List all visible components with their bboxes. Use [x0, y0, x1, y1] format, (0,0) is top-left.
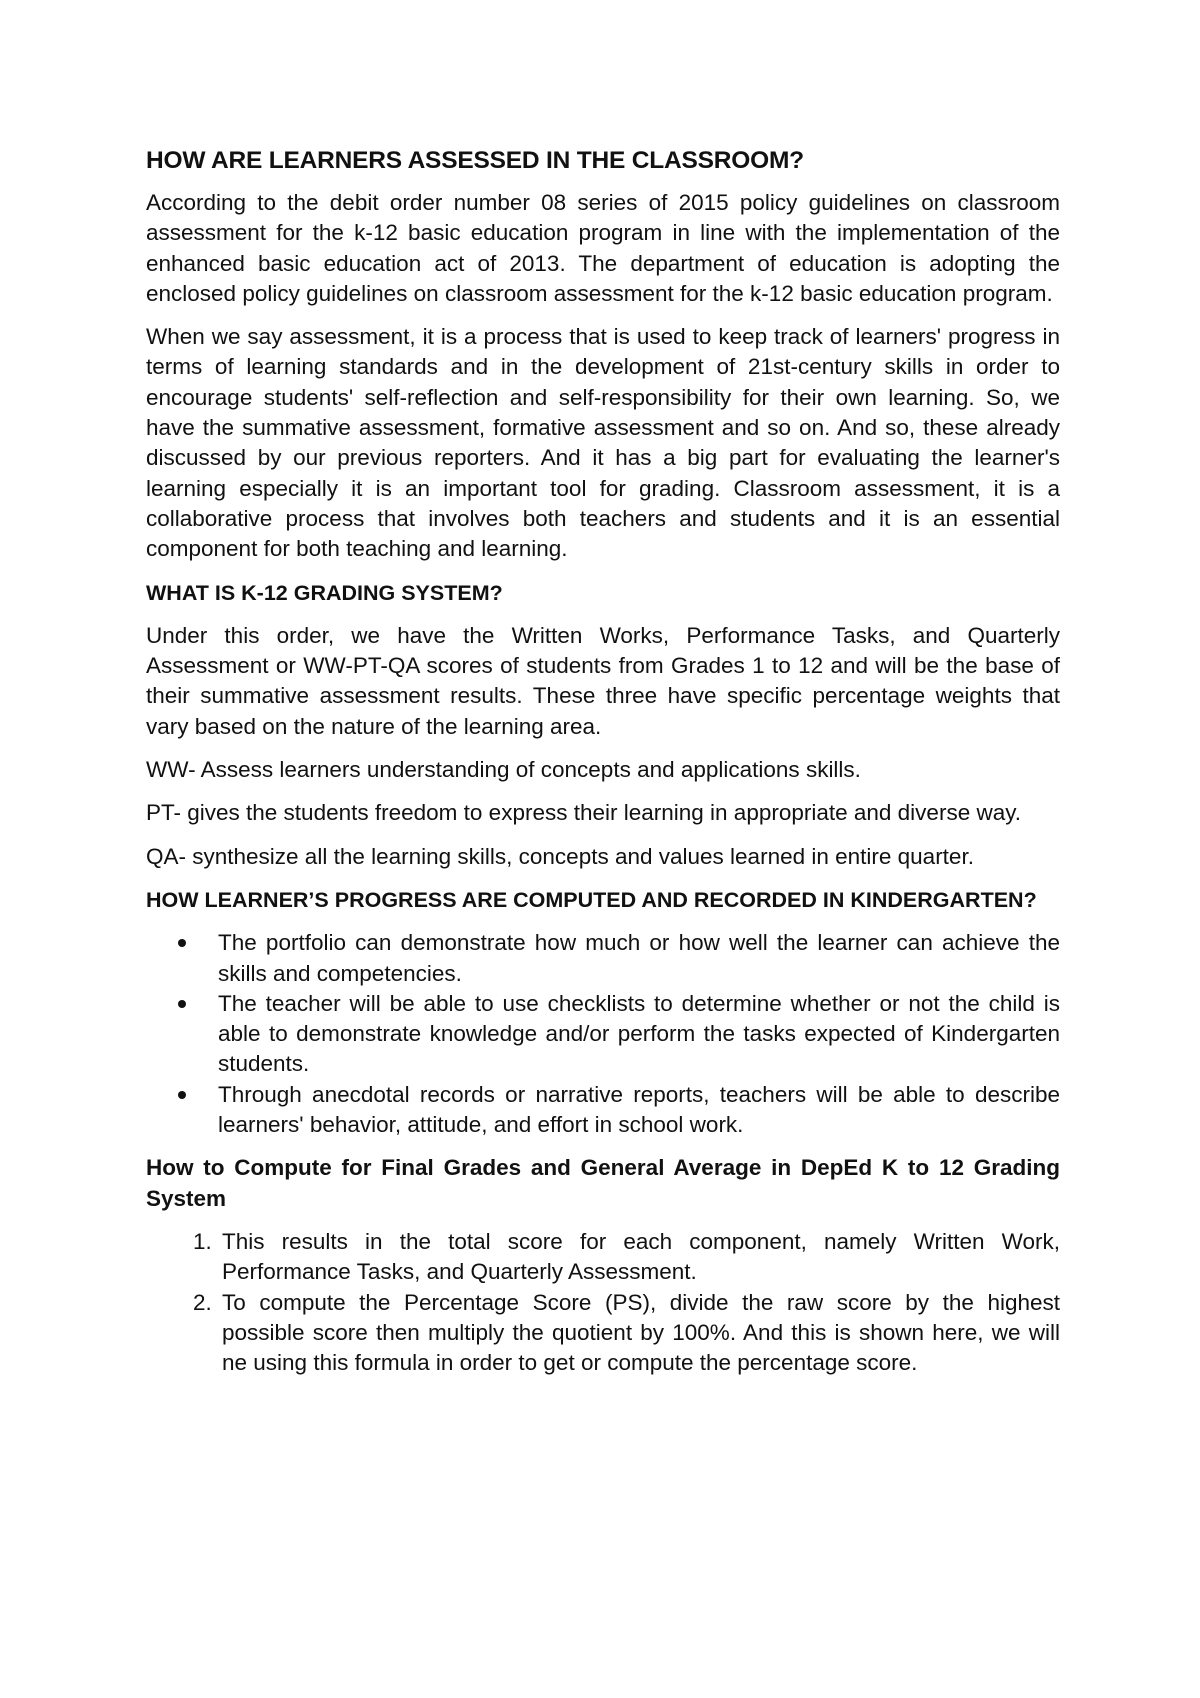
list-item: The teacher will be able to use checklists to determine whether or not the child is able to demonstrate knowledge and/or perform the tasks expected of Kindergarten students. [218, 989, 1060, 1080]
compute-grades-heading: How to Compute for Final Grades and General Average in DepEd K to 12 Grading System [146, 1155, 1060, 1211]
intro-paragraph-2: When we say assessment, it is a process that is used to keep track of learners' progress in terms of learning standards and in the development of 21st-century skills in order to encourage students' self-reflection and self-responsibility for their own learning. So, we have the summative assessment, formative assessment and so on. And so, these already discussed by our previous reporters. And it has a big part for evaluating the learner's learning especially it is an important tool for grading. Classroom assessment, it is a collaborative process that involves both teachers and students and it is an essential component for both teaching and learning. [146, 324, 1060, 562]
kindergarten-heading: HOW LEARNER’S PROGRESS ARE COMPUTED AND RECORDED IN KINDERGARTEN? [146, 887, 1037, 912]
pt-definition: PT- gives the students freedom to express their learning in appropriate and diverse way. [146, 800, 1022, 826]
compute-steps-list [146, 1227, 1060, 1378]
grading-system-heading: WHAT IS K-12 GRADING SYSTEM? [146, 580, 503, 605]
grading-paragraph-1: Under this order, we have the Written Works, Performance Tasks, and Quarterly Assessment or WW-PT-QA scores of students from Grades 1 to 12 and will be the base of their summative assessment results. These three have specific percentage weights that vary based on the nature of the learning area. [146, 622, 1060, 739]
kindergarten-bullet-list [146, 928, 1060, 1140]
qa-definition: QA- synthesize all the learning skills, concepts and values learned in entire quarter. [146, 843, 974, 869]
document-page [146, 144, 1060, 1391]
document-title: HOW ARE LEARNERS ASSESSED IN THE CLASSROOM? [146, 147, 804, 174]
ww-definition: WW- Assess learners understanding of concepts and applications skills. [146, 757, 861, 783]
list-item: 1. This results in the total score for each component, namely Written Work, Performance Tasks, and Quarterly Assessment. [218, 1227, 1060, 1288]
list-item: Through anecdotal records or narrative reports, teachers will be able to describe learners' behavior, attitude, and effort in school work. [218, 1080, 1060, 1141]
intro-paragraph-1: According to the debit order number 08 series of 2015 policy guidelines on classroom assessment for the k-12 basic education program in line with the implementation of the enhanced basic education act of 2013. The department of education is adopting the enclosed policy guidelines on classroom assessment for the k-12 basic education program. [146, 190, 1060, 306]
list-item: The portfolio can demonstrate how much or how well the learner can achieve the skills and competencies. [218, 928, 1060, 989]
list-item: 2. To compute the Percentage Score (PS), divide the raw score by the highest possible score then multiply the quotient by 100%. And this is shown here, we will ne using this formula in order to get or compute the percentage score. [218, 1288, 1060, 1379]
